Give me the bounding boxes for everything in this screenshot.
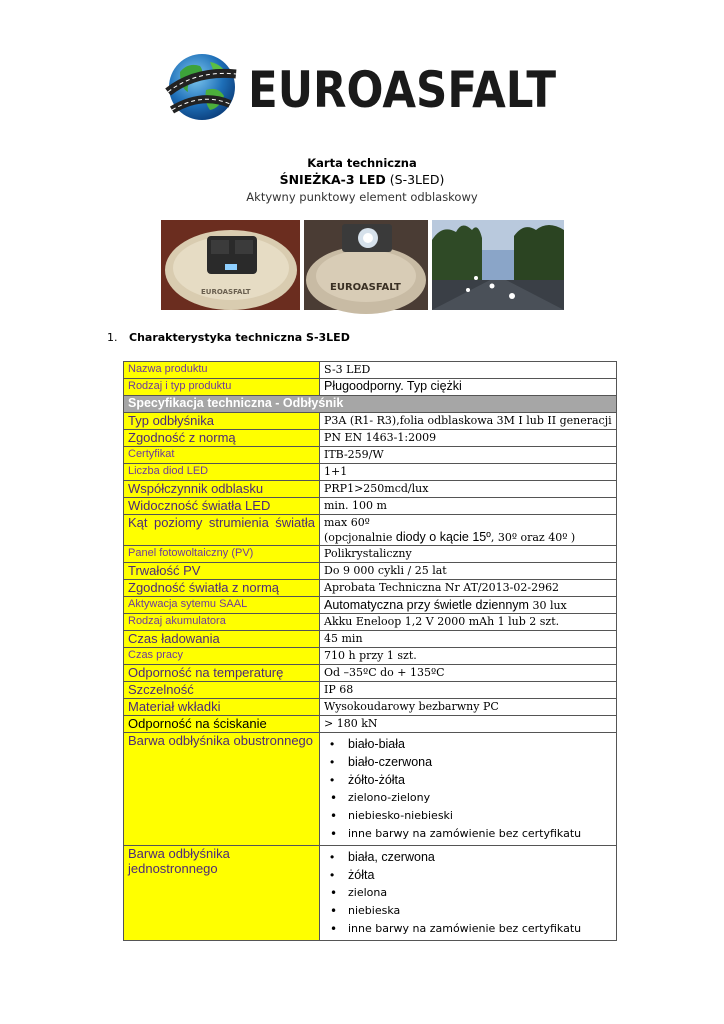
table-row [124, 498, 617, 515]
table-row [124, 699, 617, 716]
row-value: Do 9 000 cykli / 25 lat [320, 563, 617, 580]
row-value: ITB-259/W [320, 447, 617, 464]
row-value [320, 515, 617, 546]
row-label [124, 846, 320, 941]
row-label: Szczelność [124, 682, 320, 699]
table-row [124, 846, 617, 941]
photo-brand-text: EUROASFALT [330, 282, 401, 293]
row-label: Certyfikat [124, 447, 320, 464]
row-label: Liczba diod LED [124, 464, 320, 481]
row-value: Aprobata Techniczna Nr AT/2013-02-2962 [320, 580, 617, 597]
table-row [124, 546, 617, 563]
table-row [124, 665, 617, 682]
doc-type: Karta techniczna [307, 156, 417, 170]
spec-table [123, 361, 617, 941]
list-item: • żółta [330, 866, 612, 884]
product-subtitle: Aktywny punktowy element odblaskowy [246, 190, 478, 204]
svg-text:EUROASFALT: EUROASFALT [201, 288, 251, 296]
table-row [124, 563, 617, 580]
table-row [124, 430, 617, 447]
list-item: • inne barwy na zamówienie bez certyfikatu [330, 825, 612, 843]
row-value: 1+1 [320, 464, 617, 481]
value-part: (opcjonalnie [324, 531, 396, 544]
table-row [124, 682, 617, 699]
row-value: Od –35ºC do + 135ºC [320, 665, 617, 682]
row-value [320, 733, 617, 846]
row-value: Akku Eneloop 1,2 V 2000 mAh 1 lub 2 szt. [320, 614, 617, 631]
row-label: Współczynnik odblasku [124, 481, 320, 498]
table-row [124, 648, 617, 665]
row-label: Typ odbłyśnika [124, 413, 320, 430]
list-item: • biało-czerwona [330, 753, 612, 771]
list-item: • niebieska [330, 902, 612, 920]
value-part: diody o kącie 15º [395, 530, 491, 544]
row-value: Pługoodporny. Typ ciężki [320, 379, 617, 396]
row-value: 45 min [320, 631, 617, 648]
list-item: • biało-biała [330, 735, 612, 753]
value-line [324, 530, 612, 545]
list-item: • inne barwy na zamówienie bez certyfikatu [330, 920, 612, 938]
section-heading [107, 331, 350, 344]
logo-text: EUROASFALT [248, 61, 556, 119]
row-value: Wysokoudarowy bezbarwny PC [320, 699, 617, 716]
table-row [124, 733, 617, 846]
row-label: Zgodność światła z normą [124, 580, 320, 597]
row-label: Materiał wkładki [124, 699, 320, 716]
globe-icon [168, 54, 236, 120]
value-part: 30 lux [528, 599, 567, 612]
value-part: Automatyczna przy świetle dziennym [324, 598, 529, 612]
table-row [124, 362, 617, 379]
table-row [124, 481, 617, 498]
table-row [124, 464, 617, 481]
product-name: ŚNIEŻKA-3 LED [279, 172, 386, 187]
list-item: • biała, czerwona [330, 848, 612, 866]
table-row [124, 614, 617, 631]
product-photo-closeup [161, 220, 300, 310]
row-value: > 180 kN [320, 716, 617, 733]
section-number: 1. [107, 331, 118, 344]
table-row [124, 447, 617, 464]
list-item: • niebiesko-niebieski [330, 807, 612, 825]
row-label: Odporność na temperaturę [124, 665, 320, 682]
table-row [124, 580, 617, 597]
row-label: Panel fotowoltaiczny (PV) [124, 546, 320, 563]
value-line: max 60º [324, 516, 370, 529]
table-row [124, 379, 617, 396]
list-item: • zielona [330, 884, 612, 902]
row-label: Rodzaj i typ produktu [124, 379, 320, 396]
table-row [124, 631, 617, 648]
list-item: • żółto-żółta [330, 771, 612, 789]
title-block [0, 156, 724, 205]
product-title [0, 171, 724, 189]
row-label: Zgodność z normą [124, 430, 320, 447]
row-label: Odporność na ściskanie [124, 716, 320, 733]
row-value: 710 h przy 1 szt. [320, 648, 617, 665]
row-value: Polikrystaliczny [320, 546, 617, 563]
row-label: Czas ładowania [124, 631, 320, 648]
road-night-photo [432, 220, 564, 310]
list-item: • zielono-zielony [330, 789, 612, 807]
row-value: IP 68 [320, 682, 617, 699]
spec-header-row [124, 396, 617, 413]
row-label: Rodzaj akumulatora [124, 614, 320, 631]
row-label [124, 733, 320, 846]
row-label: Nazwa produktu [124, 362, 320, 379]
product-code: (S-3LED) [389, 172, 445, 187]
row-value: min. 100 m [320, 498, 617, 515]
row-value: PN EN 1463-1:2009 [320, 430, 617, 447]
spec-header: Specyfikacja techniczna - Odbłyśnik [124, 396, 617, 413]
row-label: Aktywacja sytemu SAAL [124, 597, 320, 614]
row-value [320, 597, 617, 614]
color-list [324, 733, 612, 845]
row-label: Czas pracy [124, 648, 320, 665]
section-title: Charakterystyka techniczna S-3LED [129, 331, 350, 344]
product-photo-led [304, 220, 428, 310]
row-label-text: Barwa odbłyśnika jednostronnego [128, 846, 230, 876]
color-list [324, 846, 612, 940]
value-part: , 30º oraz 40º ) [490, 531, 576, 544]
row-value: S-3 LED [320, 362, 617, 379]
row-label: Trwałość PV [124, 563, 320, 580]
row-label-text: Barwa odbłyśnika obustronnego [128, 733, 314, 748]
table-row [124, 413, 617, 430]
table-row [124, 515, 617, 546]
row-label: Widoczność światła LED [124, 498, 320, 515]
row-value [320, 846, 617, 941]
euroasfalt-logo [166, 52, 566, 122]
table-row [124, 597, 617, 614]
table-row [124, 716, 617, 733]
row-value: P3A (R1- R3),folia odblaskowa 3M I lub II generacji [320, 413, 617, 430]
row-value: PRP1>250mcd/lux [320, 481, 617, 498]
row-label: Kąt poziomy strumienia światła [124, 515, 320, 546]
